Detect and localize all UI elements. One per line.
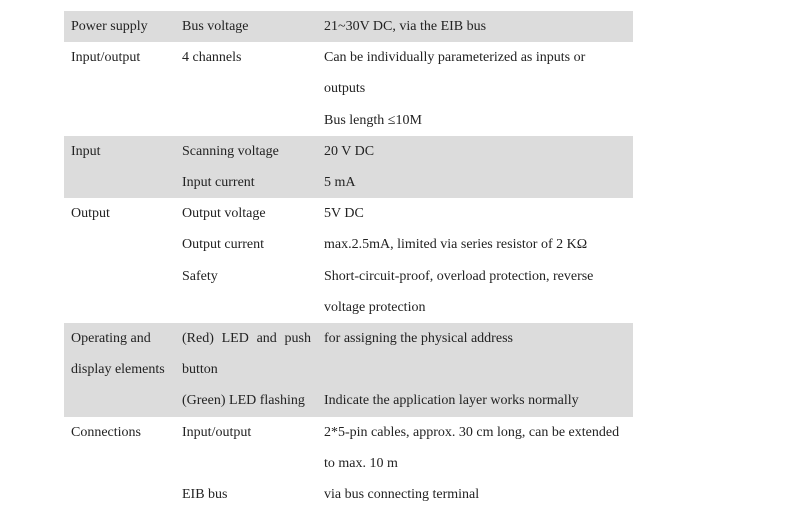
category-cell: [64, 167, 175, 198]
value-cell: to max. 10 m: [324, 455, 398, 471]
category-cell: Input: [64, 136, 175, 167]
category-cell: [64, 261, 175, 292]
parameter-cell: EIB bus: [182, 487, 228, 503]
parameter-cell: button: [175, 354, 317, 385]
parameter-cell: [175, 73, 317, 104]
table-row: [64, 136, 633, 167]
category-cell: Input/output: [71, 50, 141, 66]
table-row: [64, 11, 633, 42]
table-row: [64, 167, 633, 198]
spec-table: [64, 11, 633, 510]
parameter-cell: Bus voltage: [175, 11, 317, 42]
category-cell: Operating and: [64, 323, 175, 354]
parameter-text: (Red) LED and push: [182, 331, 311, 347]
table-row: [64, 417, 633, 448]
parameter-cell: 4 channels: [182, 50, 242, 66]
parameter-cell: [175, 448, 317, 479]
value-cell: 20 V DC: [317, 136, 633, 167]
parameter-cell: [175, 292, 317, 323]
value-cell: Can be individually parameterized as inputs or: [324, 50, 586, 66]
table-row: [64, 354, 633, 385]
category-cell: [64, 385, 175, 416]
table-row: [64, 261, 633, 292]
table-row: [64, 323, 633, 354]
table-row: [64, 229, 633, 260]
spec-table-body: [64, 11, 633, 510]
category-cell: Output: [71, 206, 110, 222]
table-row: [64, 105, 633, 136]
category-cell: [64, 105, 175, 136]
value-cell: Indicate the application layer works normally: [317, 385, 633, 416]
category-cell: [64, 448, 175, 479]
value-cell: outputs: [324, 81, 366, 97]
parameter-cell: Input current: [175, 167, 317, 198]
category-cell: [64, 73, 175, 104]
category-cell: Connections: [71, 424, 141, 440]
category-cell: [64, 229, 175, 260]
parameter-cell: Output current: [182, 237, 265, 253]
parameter-cell: Safety: [182, 268, 218, 284]
value-cell: 2*5-pin cables, approx. 30 cm long, can be extended: [324, 424, 620, 440]
value-cell: 5 mA: [317, 167, 633, 198]
parameter-cell: Output voltage: [182, 206, 266, 222]
parameter-cell: [175, 105, 317, 136]
table-row: [64, 448, 633, 479]
value-cell: [317, 354, 633, 385]
category-cell: Power supply: [64, 11, 175, 42]
category-cell: [64, 479, 175, 510]
parameter-cell: (Green) LED flashing: [175, 385, 317, 416]
parameter-cell: [175, 323, 317, 354]
parameter-cell: Input/output: [182, 424, 252, 440]
value-cell: 21~30V DC, via the EIB bus: [317, 11, 633, 42]
value-cell: Short-circuit-proof, overload protection, reverse: [324, 268, 594, 284]
table-row: [64, 292, 633, 323]
table-row: [64, 42, 633, 73]
parameter-cell: Scanning voltage: [175, 136, 317, 167]
value-cell: max.2.5mA, limited via series resistor of 2 KΩ: [324, 237, 588, 253]
value-cell: voltage protection: [324, 299, 426, 315]
table-row: [64, 385, 633, 416]
value-cell: 5V DC: [324, 206, 364, 222]
table-row: [64, 73, 633, 104]
value-cell: for assigning the physical address: [317, 323, 633, 354]
value-cell: Bus length ≤10M: [324, 112, 422, 128]
value-cell: via bus connecting terminal: [324, 487, 480, 503]
table-row: [64, 198, 633, 229]
category-cell: display elements: [64, 354, 175, 385]
category-cell: [64, 292, 175, 323]
table-row: [64, 479, 633, 510]
